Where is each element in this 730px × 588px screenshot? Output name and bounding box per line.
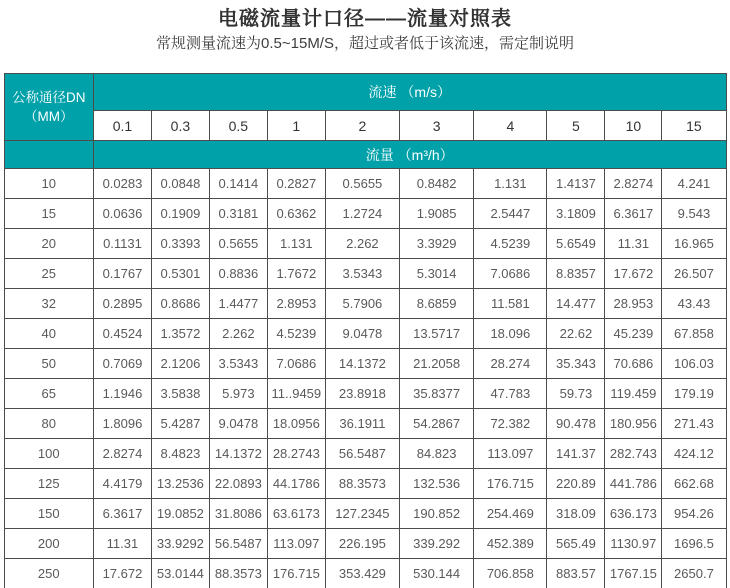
corner-header-dn-mm bbox=[4, 74, 93, 141]
flow-cell: 282.743 bbox=[605, 439, 662, 469]
flow-cell: 706.858 bbox=[474, 559, 547, 588]
flow-cell: 565.49 bbox=[547, 529, 605, 559]
flow-cell: 84.823 bbox=[400, 439, 474, 469]
dn-cell: 32 bbox=[4, 289, 93, 319]
velocity-values-row bbox=[4, 111, 726, 141]
flow-cell: 190.852 bbox=[400, 499, 474, 529]
flow-cell: 0.6362 bbox=[267, 199, 325, 229]
corner-header-line2: （MM） bbox=[23, 109, 74, 124]
flow-cell: 0.3181 bbox=[209, 199, 267, 229]
flow-cell: 63.6173 bbox=[267, 499, 325, 529]
flow-cell: 28.2743 bbox=[267, 439, 325, 469]
flow-cell: 1.7672 bbox=[267, 259, 325, 289]
flow-cell: 424.12 bbox=[662, 439, 726, 469]
dn-cell: 25 bbox=[4, 259, 93, 289]
corner-header-line1: 公称通径DN bbox=[11, 90, 86, 105]
flow-group-header: 流量 （m³/h） bbox=[93, 141, 726, 169]
flow-cell: 0.8482 bbox=[400, 169, 474, 199]
table-row bbox=[4, 379, 726, 409]
flow-cell: 11.31 bbox=[605, 229, 662, 259]
flow-cell: 35.8377 bbox=[400, 379, 474, 409]
flow-cell: 33.9292 bbox=[151, 529, 209, 559]
flow-cell: 0.0636 bbox=[93, 199, 151, 229]
flow-cell: 119.459 bbox=[605, 379, 662, 409]
table-row bbox=[4, 529, 726, 559]
flow-cell: 88.3573 bbox=[209, 559, 267, 588]
flow-cell: 176.715 bbox=[267, 559, 325, 588]
flow-cell: 1.4477 bbox=[209, 289, 267, 319]
velocity-value-cell: 0.5 bbox=[209, 111, 267, 141]
flow-cell: 220.89 bbox=[547, 469, 605, 499]
flow-cell: 7.0686 bbox=[267, 349, 325, 379]
velocity-value-cell: 0.3 bbox=[151, 111, 209, 141]
flow-cell: 141.37 bbox=[547, 439, 605, 469]
dn-cell: 40 bbox=[4, 319, 93, 349]
flow-cell: 70.686 bbox=[605, 349, 662, 379]
flow-cell: 22.0893 bbox=[209, 469, 267, 499]
flow-cell: 28.953 bbox=[605, 289, 662, 319]
flow-cell: 45.239 bbox=[605, 319, 662, 349]
flow-cell: 0.1909 bbox=[151, 199, 209, 229]
flow-cell: 67.858 bbox=[662, 319, 726, 349]
flow-cell: 106.03 bbox=[662, 349, 726, 379]
flow-cell: 19.0852 bbox=[151, 499, 209, 529]
flow-cell: 0.5301 bbox=[151, 259, 209, 289]
flow-cell: 59.73 bbox=[547, 379, 605, 409]
flow-cell: 318.09 bbox=[547, 499, 605, 529]
flow-cell: 0.1131 bbox=[93, 229, 151, 259]
flow-cell: 1.2724 bbox=[325, 199, 399, 229]
flow-cell: 2.8274 bbox=[605, 169, 662, 199]
flow-cell: 1767.15 bbox=[605, 559, 662, 588]
flow-cell: 26.507 bbox=[662, 259, 726, 289]
flow-cell: 1.9085 bbox=[400, 199, 474, 229]
flow-cell: 3.5343 bbox=[209, 349, 267, 379]
flow-cell: 3.3929 bbox=[400, 229, 474, 259]
flow-cell: 441.786 bbox=[605, 469, 662, 499]
velocity-group-header: 流速 （m/s） bbox=[93, 74, 726, 111]
flow-cell: 4.4179 bbox=[93, 469, 151, 499]
flow-cell: 6.3617 bbox=[93, 499, 151, 529]
table-row bbox=[4, 559, 726, 588]
flow-cell: 54.2867 bbox=[400, 409, 474, 439]
table-row bbox=[4, 439, 726, 469]
flow-cell: 452.389 bbox=[474, 529, 547, 559]
velocity-value-cell: 1 bbox=[267, 111, 325, 141]
flow-cell: 21.2058 bbox=[400, 349, 474, 379]
flow-cell: 4.5239 bbox=[267, 319, 325, 349]
table-row bbox=[4, 319, 726, 349]
velocity-value-cell: 15 bbox=[662, 111, 726, 141]
table-row bbox=[4, 259, 726, 289]
flow-cell: 2.1206 bbox=[151, 349, 209, 379]
flow-cell: 14.477 bbox=[547, 289, 605, 319]
flow-cell: 4.5239 bbox=[474, 229, 547, 259]
flow-cell: 0.2827 bbox=[267, 169, 325, 199]
flow-cell: 2.8953 bbox=[267, 289, 325, 319]
flow-cell: 11.581 bbox=[474, 289, 547, 319]
flow-cell: 5.7906 bbox=[325, 289, 399, 319]
flow-cell: 353.429 bbox=[325, 559, 399, 588]
flow-cell: 9.0478 bbox=[209, 409, 267, 439]
velocity-value-cell: 2 bbox=[325, 111, 399, 141]
flow-cell: 0.2895 bbox=[93, 289, 151, 319]
page-title: 电磁流量计口径——流量对照表 bbox=[218, 8, 512, 30]
table-row bbox=[4, 169, 726, 199]
table-row bbox=[4, 229, 726, 259]
flow-cell: 13.5717 bbox=[400, 319, 474, 349]
flow-rate-table bbox=[4, 73, 727, 588]
flow-cell: 132.536 bbox=[400, 469, 474, 499]
flow-cell: 954.26 bbox=[662, 499, 726, 529]
flow-cell: 3.1809 bbox=[547, 199, 605, 229]
flow-cell: 636.173 bbox=[605, 499, 662, 529]
dn-cell: 10 bbox=[4, 169, 93, 199]
velocity-group-row bbox=[4, 74, 726, 111]
flow-cell: 18.0956 bbox=[267, 409, 325, 439]
flow-cell: 90.478 bbox=[547, 409, 605, 439]
flow-cell: 72.382 bbox=[474, 409, 547, 439]
flow-cell: 0.0283 bbox=[93, 169, 151, 199]
flow-cell: 2.8274 bbox=[93, 439, 151, 469]
flow-cell: 0.1767 bbox=[93, 259, 151, 289]
dn-cell: 100 bbox=[4, 439, 93, 469]
table-row bbox=[4, 289, 726, 319]
flow-cell: 0.0848 bbox=[151, 169, 209, 199]
flow-cell: 2.262 bbox=[209, 319, 267, 349]
table-row bbox=[4, 499, 726, 529]
flow-cell: 43.43 bbox=[662, 289, 726, 319]
dn-cell: 20 bbox=[4, 229, 93, 259]
flow-cell: 1.131 bbox=[474, 169, 547, 199]
velocity-value-cell: 5 bbox=[547, 111, 605, 141]
flow-cell: 179.19 bbox=[662, 379, 726, 409]
velocity-value-cell: 4 bbox=[474, 111, 547, 141]
flow-cell: 0.5655 bbox=[325, 169, 399, 199]
flow-cell: 22.62 bbox=[547, 319, 605, 349]
flow-cell: 5.6549 bbox=[547, 229, 605, 259]
flow-cell: 9.0478 bbox=[325, 319, 399, 349]
flow-cell: 0.8836 bbox=[209, 259, 267, 289]
flow-cell: 14.1372 bbox=[325, 349, 399, 379]
flow-cell: 18.096 bbox=[474, 319, 547, 349]
dn-cell: 125 bbox=[4, 469, 93, 499]
page-subtitle: 常规测量流速为0.5~15M/S，超过或者低于该流速，需定制说明 bbox=[156, 35, 574, 52]
table-row bbox=[4, 469, 726, 499]
table-row bbox=[4, 409, 726, 439]
flow-cell: 662.68 bbox=[662, 469, 726, 499]
flow-cell: 1696.5 bbox=[662, 529, 726, 559]
table-row bbox=[4, 349, 726, 379]
flow-cell: 1.1946 bbox=[93, 379, 151, 409]
flow-cell: 226.195 bbox=[325, 529, 399, 559]
flow-cell: 176.715 bbox=[474, 469, 547, 499]
flow-cell: 53.0144 bbox=[151, 559, 209, 588]
flow-cell: 883.57 bbox=[547, 559, 605, 588]
flow-cell: 88.3573 bbox=[325, 469, 399, 499]
flow-cell: 1.131 bbox=[267, 229, 325, 259]
flow-cell: 5.973 bbox=[209, 379, 267, 409]
flow-cell: 0.7069 bbox=[93, 349, 151, 379]
flow-cell: 3.5838 bbox=[151, 379, 209, 409]
flow-cell: 11..9459 bbox=[267, 379, 325, 409]
flow-cell: 4.241 bbox=[662, 169, 726, 199]
flow-cell: 1130.97 bbox=[605, 529, 662, 559]
dn-cell: 80 bbox=[4, 409, 93, 439]
dn-cell: 15 bbox=[4, 199, 93, 229]
velocity-value-cell: 0.1 bbox=[93, 111, 151, 141]
flow-cell: 1.8096 bbox=[93, 409, 151, 439]
dn-cell: 150 bbox=[4, 499, 93, 529]
flow-cell: 7.0686 bbox=[474, 259, 547, 289]
flow-cell: 13.2536 bbox=[151, 469, 209, 499]
flow-cell: 271.43 bbox=[662, 409, 726, 439]
flow-cell: 8.4823 bbox=[151, 439, 209, 469]
table-row bbox=[4, 199, 726, 229]
velocity-value-cell: 10 bbox=[605, 111, 662, 141]
flow-cell: 180.956 bbox=[605, 409, 662, 439]
dn-cell: 200 bbox=[4, 529, 93, 559]
flow-cell: 35.343 bbox=[547, 349, 605, 379]
flow-cell: 0.3393 bbox=[151, 229, 209, 259]
flow-cell: 56.5487 bbox=[325, 439, 399, 469]
flow-cell: 2650.7 bbox=[662, 559, 726, 588]
flow-cell: 11.31 bbox=[93, 529, 151, 559]
flow-cell: 6.3617 bbox=[605, 199, 662, 229]
flow-cell: 0.4524 bbox=[93, 319, 151, 349]
flow-cell: 5.4287 bbox=[151, 409, 209, 439]
flow-cell: 8.6859 bbox=[400, 289, 474, 319]
flow-cell: 28.274 bbox=[474, 349, 547, 379]
flow-cell: 56.5487 bbox=[209, 529, 267, 559]
flow-cell: 9.543 bbox=[662, 199, 726, 229]
flow-cell: 16.965 bbox=[662, 229, 726, 259]
flow-cell: 113.097 bbox=[267, 529, 325, 559]
flow-cell: 31.8086 bbox=[209, 499, 267, 529]
flow-cell: 23.8918 bbox=[325, 379, 399, 409]
corner-empty-cell bbox=[4, 141, 93, 169]
flow-cell: 254.469 bbox=[474, 499, 547, 529]
flow-cell: 47.783 bbox=[474, 379, 547, 409]
flow-cell: 17.672 bbox=[93, 559, 151, 588]
flow-cell: 2.262 bbox=[325, 229, 399, 259]
flow-cell: 17.672 bbox=[605, 259, 662, 289]
flow-cell: 3.5343 bbox=[325, 259, 399, 289]
flow-cell: 14.1372 bbox=[209, 439, 267, 469]
flow-cell: 1.3572 bbox=[151, 319, 209, 349]
dn-cell: 65 bbox=[4, 379, 93, 409]
flow-group-row bbox=[4, 141, 726, 169]
dn-cell: 50 bbox=[4, 349, 93, 379]
flow-cell: 1.4137 bbox=[547, 169, 605, 199]
velocity-value-cell: 3 bbox=[400, 111, 474, 141]
flow-cell: 2.5447 bbox=[474, 199, 547, 229]
flow-cell: 530.144 bbox=[400, 559, 474, 588]
dn-cell: 250 bbox=[4, 559, 93, 588]
flow-cell: 113.097 bbox=[474, 439, 547, 469]
flow-cell: 8.8357 bbox=[547, 259, 605, 289]
flow-cell: 339.292 bbox=[400, 529, 474, 559]
flow-cell: 0.8686 bbox=[151, 289, 209, 319]
flow-cell: 44.1786 bbox=[267, 469, 325, 499]
flow-cell: 127.2345 bbox=[325, 499, 399, 529]
flow-cell: 0.1414 bbox=[209, 169, 267, 199]
flow-cell: 0.5655 bbox=[209, 229, 267, 259]
flow-cell: 36.1911 bbox=[325, 409, 399, 439]
flow-cell: 5.3014 bbox=[400, 259, 474, 289]
